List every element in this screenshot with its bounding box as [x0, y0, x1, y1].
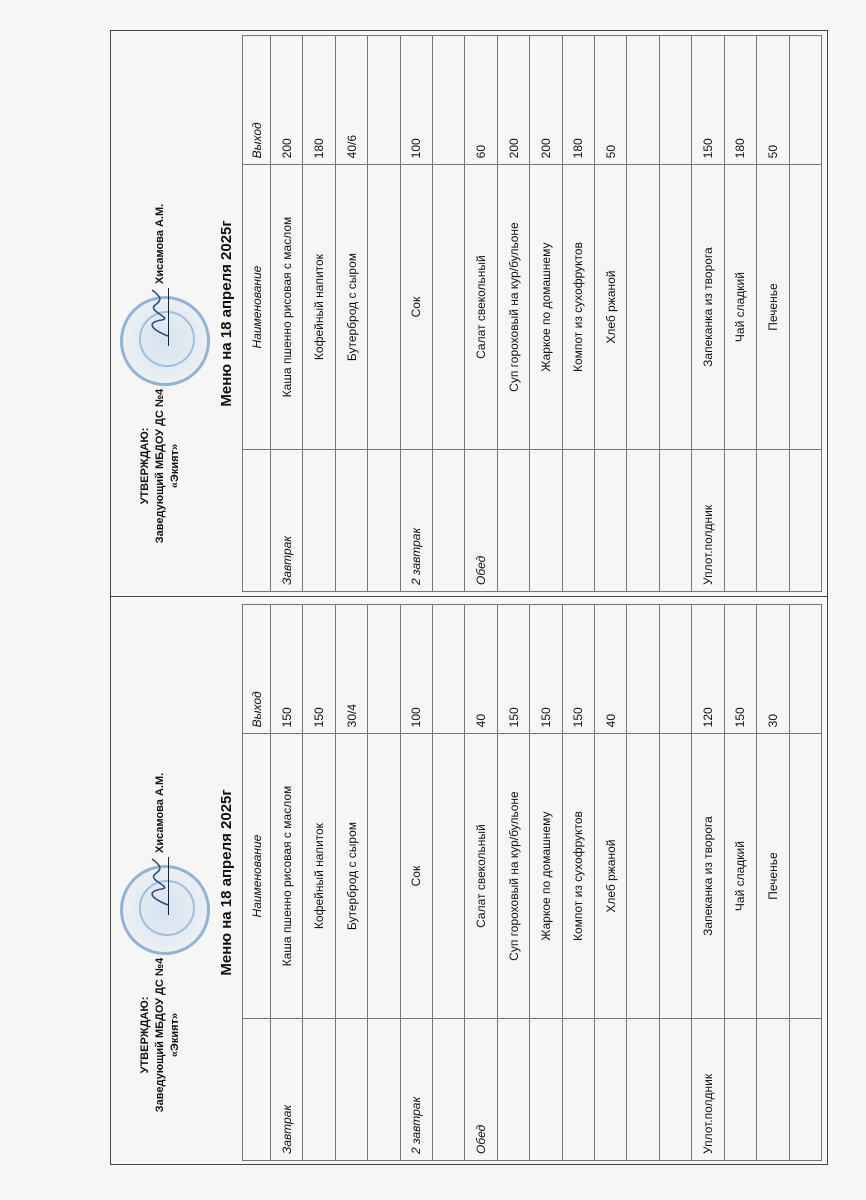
meal-cell	[627, 449, 659, 591]
meal-cell	[303, 449, 335, 591]
table-row	[724, 605, 756, 1161]
table-row	[303, 605, 335, 1161]
signer-name: Хисамова А.М.	[154, 772, 166, 853]
dish-cell: Печенье	[757, 734, 789, 1018]
dish-cell: Запеканка из творога	[692, 734, 724, 1018]
meal-cell	[659, 449, 691, 591]
page-divider	[110, 596, 828, 597]
menu-table-body	[271, 36, 822, 592]
meal-cell: Уплот.полдник	[692, 1018, 724, 1160]
approval-position: Заведующий МБДОУ ДС №4	[154, 957, 166, 1113]
output-cell	[789, 605, 822, 734]
dish-cell	[627, 165, 659, 449]
meal-cell	[659, 1018, 691, 1160]
signer-name: Хисамова А.М.	[154, 203, 166, 284]
approval-org: «Экият»	[169, 443, 181, 489]
table-row	[659, 605, 691, 1161]
approval-position: Заведующий МБДОУ ДС №4	[154, 388, 166, 544]
table-header-row	[243, 605, 271, 1161]
menu-panel-bottom	[110, 600, 828, 1165]
meal-cell	[789, 449, 822, 591]
dish-cell: Бутерброд с сыром	[335, 165, 367, 449]
dish-cell: Кофейный напиток	[303, 734, 335, 1018]
output-cell: 120	[692, 605, 724, 734]
header-output: Выход	[243, 605, 271, 734]
meal-cell: 2 завтрак	[400, 449, 432, 591]
dish-cell: Суп гороховый на кур/бульоне	[497, 165, 529, 449]
table-row	[271, 605, 303, 1161]
output-cell: 150	[271, 605, 303, 734]
output-cell: 150	[303, 605, 335, 734]
meal-cell	[368, 1018, 400, 1160]
meal-cell	[368, 449, 400, 591]
output-cell: 180	[724, 36, 756, 165]
output-cell	[368, 605, 400, 734]
meal-cell: Обед	[465, 1018, 497, 1160]
meal-cell	[627, 1018, 659, 1160]
dish-cell: Чай сладкий	[724, 165, 756, 449]
approval-org: «Экият»	[169, 1012, 181, 1058]
output-cell: 200	[530, 36, 562, 165]
dish-cell: Запеканка из творога	[692, 165, 724, 449]
approval-block	[138, 356, 183, 576]
meal-cell	[595, 1018, 627, 1160]
signature-line	[168, 857, 169, 915]
approval-heading: УТВЕРЖДАЮ:	[139, 996, 151, 1074]
header-output: Выход	[243, 36, 271, 165]
output-cell: 30	[757, 605, 789, 734]
table-row	[757, 36, 789, 592]
table-row	[627, 36, 659, 592]
table-row	[595, 605, 627, 1161]
table-row	[465, 605, 497, 1161]
table-row	[530, 605, 562, 1161]
output-cell: 40	[465, 605, 497, 734]
output-cell: 180	[562, 36, 594, 165]
output-cell: 40	[595, 605, 627, 734]
meal-cell	[433, 1018, 465, 1160]
approval-block	[138, 925, 183, 1145]
menu-table	[242, 604, 822, 1161]
dish-cell: Суп гороховый на кур/бульоне	[497, 734, 529, 1018]
dish-cell	[433, 165, 465, 449]
dish-cell	[659, 165, 691, 449]
meal-cell	[335, 1018, 367, 1160]
meal-cell	[757, 1018, 789, 1160]
dish-cell: Компот из сухофруктов	[562, 165, 594, 449]
meal-cell	[789, 1018, 822, 1160]
output-cell: 150	[724, 605, 756, 734]
meal-cell	[497, 449, 529, 591]
dish-cell: Хлеб ржаной	[595, 734, 627, 1018]
meal-cell: Обед	[465, 449, 497, 591]
menu-table-body	[271, 605, 822, 1161]
output-cell: 100	[400, 36, 432, 165]
output-cell: 200	[497, 36, 529, 165]
meal-cell	[335, 449, 367, 591]
dish-cell	[789, 165, 822, 449]
dish-cell	[789, 734, 822, 1018]
menu-panel-top	[110, 31, 828, 596]
table-row	[271, 36, 303, 592]
signature	[144, 857, 174, 907]
table-row	[497, 605, 529, 1161]
dish-cell: Сок	[400, 165, 432, 449]
output-cell: 50	[595, 36, 627, 165]
meal-cell	[724, 1018, 756, 1160]
output-cell	[627, 605, 659, 734]
approval-heading: УТВЕРЖДАЮ:	[139, 427, 151, 505]
output-cell	[627, 36, 659, 165]
signature-line	[168, 288, 169, 346]
table-row	[433, 605, 465, 1161]
output-cell: 150	[692, 36, 724, 165]
meal-cell	[562, 1018, 594, 1160]
meal-cell: Завтрак	[271, 449, 303, 591]
meal-cell	[530, 449, 562, 591]
meal-cell	[724, 449, 756, 591]
table-row	[724, 36, 756, 592]
output-cell	[659, 605, 691, 734]
output-cell: 50	[757, 36, 789, 165]
meal-cell	[595, 449, 627, 591]
meal-cell	[530, 1018, 562, 1160]
dish-cell	[433, 734, 465, 1018]
output-cell	[659, 36, 691, 165]
table-row	[530, 36, 562, 592]
output-cell: 150	[497, 605, 529, 734]
table-row	[465, 36, 497, 592]
output-cell: 180	[303, 36, 335, 165]
dish-cell	[368, 734, 400, 1018]
table-row	[497, 36, 529, 592]
dish-cell: Кофейный напиток	[303, 165, 335, 449]
meal-cell	[497, 1018, 529, 1160]
dish-cell: Каша пшенно рисовая с маслом	[271, 734, 303, 1018]
table-row	[595, 36, 627, 592]
output-cell: 40/6	[335, 36, 367, 165]
table-row	[789, 36, 822, 592]
table-row	[335, 605, 367, 1161]
menu-title: Меню на 18 апреля 2025г	[218, 220, 235, 407]
table-row	[659, 36, 691, 592]
header-meal	[243, 449, 271, 591]
output-cell	[433, 36, 465, 165]
dish-cell: Чай сладкий	[724, 734, 756, 1018]
header-name: Наименование	[243, 734, 271, 1018]
table-row	[400, 605, 432, 1161]
dish-cell: Салат свекольный	[465, 165, 497, 449]
meal-cell	[562, 449, 594, 591]
dish-cell: Салат свекольный	[465, 734, 497, 1018]
dish-cell: Сок	[400, 734, 432, 1018]
meal-cell: 2 завтрак	[400, 1018, 432, 1160]
header-name: Наименование	[243, 165, 271, 449]
output-cell: 30/4	[335, 605, 367, 734]
output-cell: 100	[400, 605, 432, 734]
meal-cell	[433, 449, 465, 591]
dish-cell: Хлеб ржаной	[595, 165, 627, 449]
table-row	[562, 605, 594, 1161]
dish-cell	[627, 734, 659, 1018]
meal-cell: Завтрак	[271, 1018, 303, 1160]
meal-cell	[757, 449, 789, 591]
menu-table	[242, 35, 822, 592]
header-meal	[243, 1018, 271, 1160]
output-cell: 200	[271, 36, 303, 165]
dish-cell	[659, 734, 691, 1018]
table-header-row	[243, 36, 271, 592]
output-cell: 150	[530, 605, 562, 734]
table-row	[692, 36, 724, 592]
dish-cell: Компот из сухофруктов	[562, 734, 594, 1018]
menu-title: Меню на 18 апреля 2025г	[218, 789, 235, 976]
table-row	[562, 36, 594, 592]
dish-cell: Печенье	[757, 165, 789, 449]
table-row	[368, 36, 400, 592]
table-row	[433, 36, 465, 592]
table-row	[789, 605, 822, 1161]
output-cell: 150	[562, 605, 594, 734]
meal-cell: Уплот.полдник	[692, 449, 724, 591]
table-row	[368, 605, 400, 1161]
output-cell	[368, 36, 400, 165]
table-row	[692, 605, 724, 1161]
table-row	[400, 36, 432, 592]
signature	[144, 288, 174, 338]
output-cell	[433, 605, 465, 734]
dish-cell: Бутерброд с сыром	[335, 734, 367, 1018]
dish-cell: Жаркое по домашнему	[530, 734, 562, 1018]
output-cell: 60	[465, 36, 497, 165]
dish-cell: Жаркое по домашнему	[530, 165, 562, 449]
output-cell	[789, 36, 822, 165]
table-row	[627, 605, 659, 1161]
table-row	[757, 605, 789, 1161]
dish-cell: Каша пшенно рисовая с маслом	[271, 165, 303, 449]
table-row	[303, 36, 335, 592]
meal-cell	[303, 1018, 335, 1160]
table-row	[335, 36, 367, 592]
dish-cell	[368, 165, 400, 449]
